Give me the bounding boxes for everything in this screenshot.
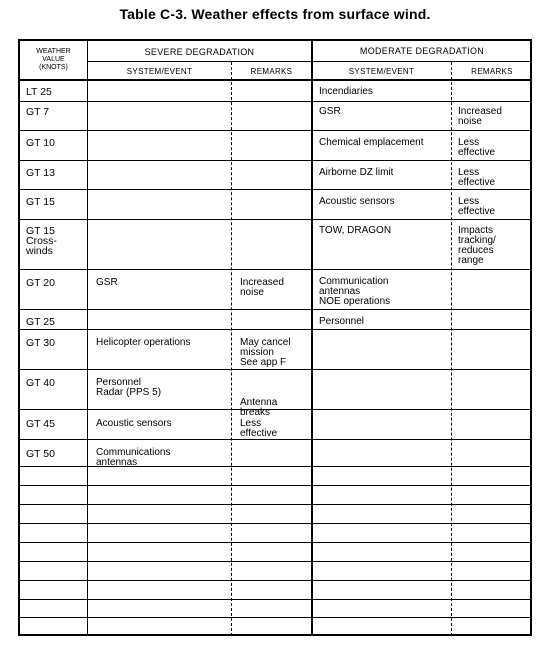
row-divider (18, 369, 532, 370)
row-divider (18, 269, 532, 270)
column-divider-severe-remarks (231, 62, 232, 636)
moderate-system-cell: GSR (319, 106, 341, 117)
moderate-system-cell: Incendiaries (319, 86, 373, 97)
severe-remarks-cell: Less effective (240, 418, 278, 439)
row-divider (18, 189, 532, 190)
header-moderate-remarks: REMARKS (471, 67, 513, 76)
severe-remarks-cell: Antenna breaks (240, 397, 278, 418)
severe-system-cell: Acoustic sensors (96, 418, 172, 429)
empty-row-line (18, 523, 532, 524)
table-title: Table C-3. Weather effects from surface wind. (119, 6, 431, 22)
wind-value-cell: GT 25 (26, 316, 55, 328)
wind-value-cell: GT 20 (26, 277, 55, 289)
severe-system-cell: GSR (96, 277, 118, 288)
header-severe-remarks: REMARKS (250, 67, 293, 76)
moderate-system-cell: TOW, DRAGON (319, 225, 392, 236)
moderate-system-cell: Acoustic sensors (319, 196, 395, 207)
row-divider (18, 130, 532, 131)
empty-row-line (18, 580, 532, 581)
moderate-system-cell: Communication antennas NOE operations (319, 276, 391, 307)
wind-value-cell: LT 25 (26, 86, 52, 98)
header-group-underline (87, 61, 532, 62)
row-divider (18, 101, 532, 102)
header-moderate-system-event: SYSTEM/EVENT (348, 67, 415, 76)
empty-row-line (18, 617, 532, 618)
header-severe-degradation: SEVERE DEGRADATION (144, 47, 255, 57)
severe-system-cell: Personnel Radar (PPS 5) (96, 377, 162, 398)
moderate-system-cell: Personnel (319, 316, 365, 327)
severe-remarks-cell: May cancel mission See app F (240, 337, 291, 368)
column-divider-severe-moderate (311, 39, 313, 636)
column-divider-weather (87, 39, 88, 636)
header-weather-value: WEATHER VALUE (KNOTS) (36, 48, 71, 71)
severe-system-cell: Helicopter operations (96, 337, 191, 348)
moderate-remarks-cell: Less effective (458, 167, 496, 188)
wind-value-cell: GT 10 (26, 137, 55, 149)
header-severe-system-event: SYSTEM/EVENT (126, 67, 193, 76)
wind-value-cell: GT 45 (26, 418, 55, 430)
row-divider (18, 329, 532, 330)
moderate-remarks-cell: Less effective (458, 137, 496, 158)
row-divider (18, 309, 532, 310)
header-bottom-line (18, 79, 532, 81)
moderate-remarks-cell: Impacts tracking/ reduces range (458, 225, 496, 266)
header-moderate-degradation: MODERATE DEGRADATION (359, 46, 485, 56)
wind-value-cell: GT 13 (26, 167, 55, 179)
moderate-system-cell: Airborne DZ limit (319, 167, 394, 178)
row-divider (18, 160, 532, 161)
empty-row-line (18, 504, 532, 505)
row-divider (18, 439, 532, 440)
moderate-remarks-cell: Increased noise (458, 106, 502, 127)
wind-value-cell: GT 15 Cross- winds (26, 225, 57, 257)
wind-value-cell: GT 50 (26, 448, 55, 460)
wind-value-cell: GT 40 (26, 377, 55, 389)
empty-row-line (18, 485, 532, 486)
empty-row-line (18, 599, 532, 600)
row-divider (18, 219, 532, 220)
severe-remarks-cell: Increased noise (240, 277, 284, 298)
wind-value-cell: GT 30 (26, 337, 55, 349)
severe-system-cell: Communications antennas (96, 447, 171, 468)
empty-row-line (18, 542, 532, 543)
column-divider-moderate-remarks (451, 62, 452, 636)
moderate-remarks-cell: Less effective (458, 196, 496, 217)
wind-value-cell: GT 7 (26, 106, 50, 118)
moderate-system-cell: Chemical emplacement (319, 137, 424, 148)
empty-row-line (18, 561, 532, 562)
wind-value-cell: GT 15 (26, 196, 55, 208)
